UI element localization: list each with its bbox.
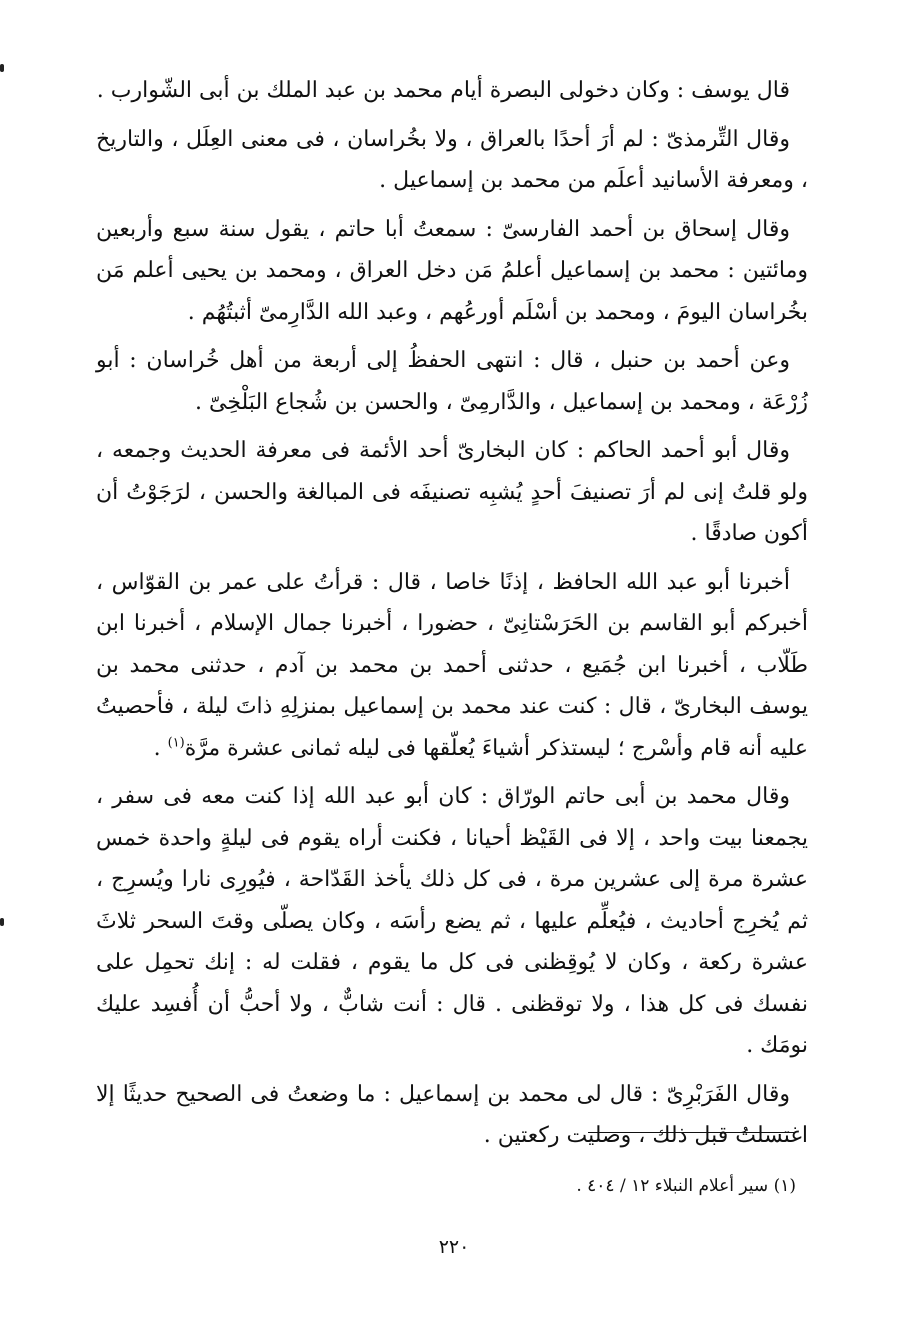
margin-mark-top	[0, 64, 4, 72]
footnote: (١) سير أعلام النبلاء ١٢ / ٤٠٤ .	[576, 1176, 796, 1196]
paragraph	[96, 562, 808, 770]
page-number: ٢٢٠	[438, 1236, 470, 1258]
paragraph: وعن أحمد بن حنبل ، قال : انتهى الحفظُ إلى أربعة من أهل خُراسان : أبو زُرْعَة ، ومحمد بن إسماعيل ، والدَّارمِىّ ، والحسن بن شُجاع البَلْخِىّ .	[96, 348, 808, 415]
footnote-divider	[588, 1132, 796, 1133]
paragraph-end: .	[153, 735, 168, 761]
paragraph: وقال الفَرَبْرِىّ : قال لى محمد بن إسماعيل : ما وضعتُ فى الصحيح حديثًا إلا اغتسلتُ قبل ذلك ، وصليت ركعتين .	[96, 1081, 808, 1148]
paragraph: قال يوسف : وكان دخولى البصرة أيام محمد بن عبد الملك بن أبى الشّوارب .	[96, 78, 790, 103]
paragraph-text: أخبرنا أبو عبد الله الحافظ ، إذنًا خاصا ، قال : قرأتُ على عمر بن القوّاس ، أخبركم أبو القاسم بن الحَرَسْتانِىّ ، حضورا ، أخبرنا جمال الإسلام ، أخبرنا ابن طَلّاب ، أخبرنا ابن جُمَيع ، حدثنى أحمد بن محمد بن آدم ، حدثنى محمد بن يوسف البخارىّ ، قال : كنت عند محمد بن إسماعيل بمنزلِهِ ذاتَ ليلة ، فأحصيتُ عليه أنه قام وأسْرج ؛ ليستذكر أشياءَ يُعلّقها فى ليله ثمانى عشرة مرَّة	[96, 569, 808, 761]
paragraph: وقال محمد بن أبى حاتم الورّاق : كان أبو عبد الله إذا كنت معه فى سفر ، يجمعنا بيت واحد ، إلا فى القَيْظ أحيانا ، فكنت أراه يقوم فى ليلةٍ واحدة خمس عشرة مرة إلى عشرين مرة ، فى كل ذلك يأخذ القَدّاحة ، فيُورِى نارا ويُسرِج ، ثم يُخرِج أحاديث ، فيُعلِّم عليها ، ثم يضع رأسَه ، وكان يصلّى وقتَ السحر ثلاثَ عشرة ركعة ، وكان لا يُوقِظنى فى كل ما يقوم ، فقلت له : إنك تحمِل على نفسك فى كل هذا ، ولا توقظنى . قال : أنت شابٌّ ، ولا أحبُّ أن أُفسِد عليك نومَك .	[96, 784, 808, 1058]
footnote-reference[interactable]: (١)	[167, 735, 185, 751]
paragraph: وقال إسحاق بن أحمد الفارسىّ : سمعتُ أبا حاتم ، يقول سنة سبع وأربعين ومائتين : محمد بن إسماعيل أعلمُ مَن دخل العراق ، ومحمد بن يحيى أعلم مَن بخُراسان اليومَ ، ومحمد بن أسْلَم أورعُهم ، وعبد الله الدَّارِمىّ أثبتُهُم .	[96, 216, 808, 325]
main-text	[96, 70, 808, 1164]
paragraph: وقال التِّرمذىّ : لم أرَ أحدًا بالعراق ، ولا بخُراسان ، فى معنى العِلَل ، والتاريخ ، ومعرفة الأسانيد أعلَم من محمد بن إسماعيل .	[96, 126, 808, 193]
margin-mark-middle	[0, 918, 4, 926]
paragraph: وقال أبو أحمد الحاكم : كان البخارىّ أحد الأئمة فى معرفة الحديث وجمعه ، ولو قلتُ إنى لم أرَ تصنيفَ أحدٍ يُشبِه تصنيفَه فى المبالغة والحسن ، لرَجَوْتُ أن أكون صادقًا .	[96, 438, 808, 546]
